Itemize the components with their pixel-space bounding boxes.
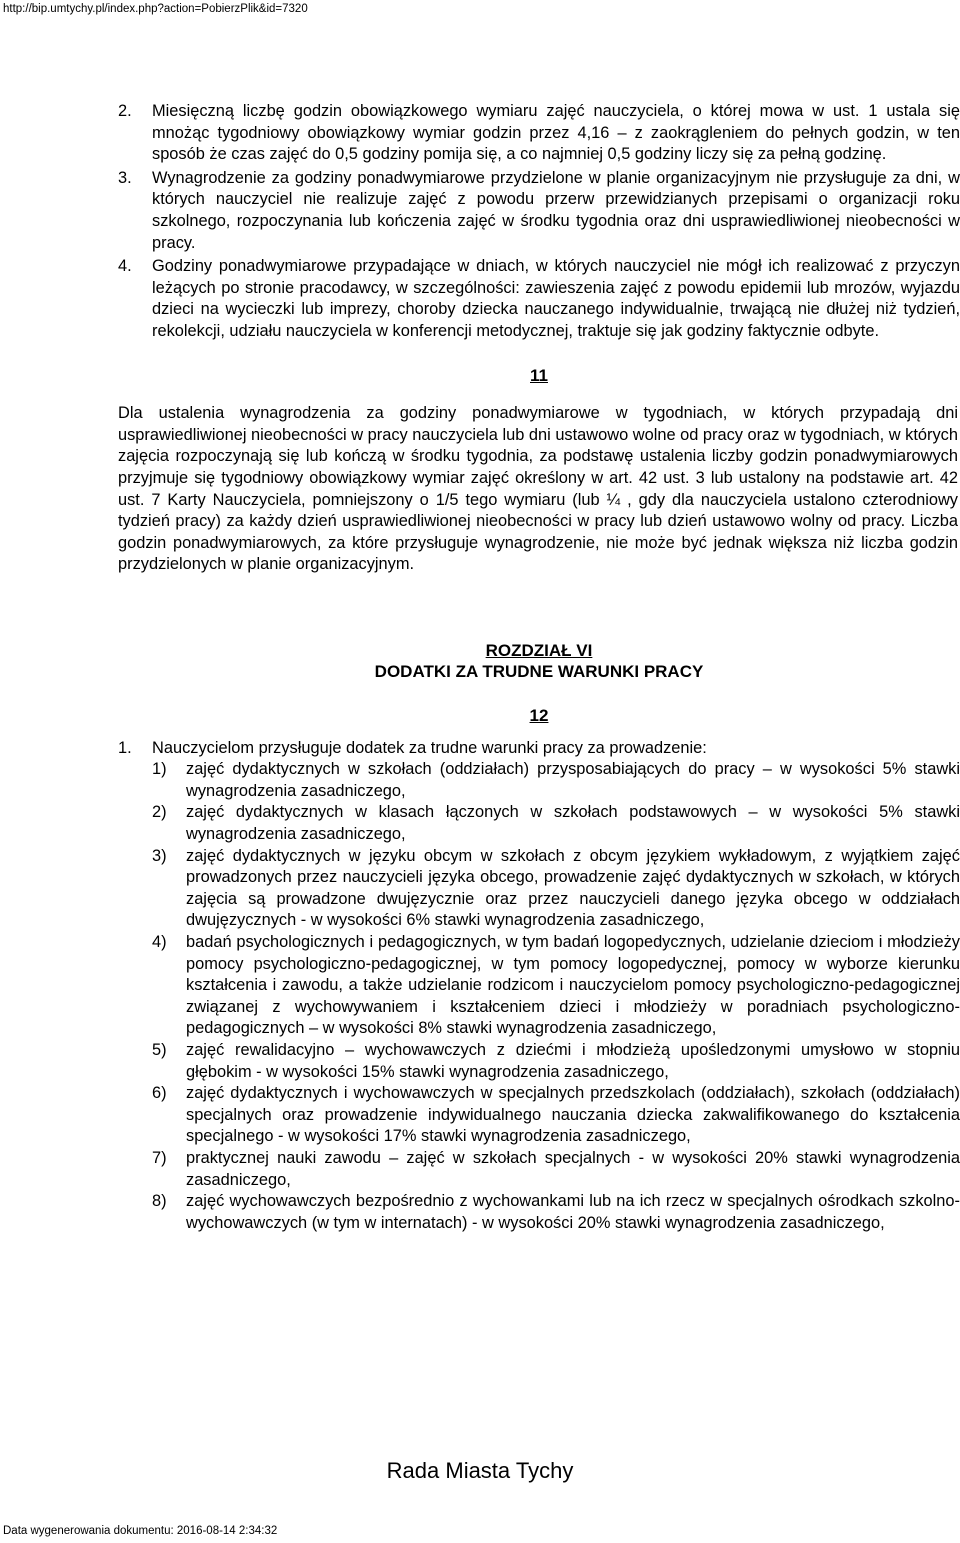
sub-list bbox=[152, 759, 960, 1234]
item-number: 2. bbox=[118, 102, 132, 120]
sub-item-number: 6) bbox=[152, 1084, 167, 1103]
list-item bbox=[118, 738, 960, 760]
sub-item-number: 8) bbox=[152, 1192, 167, 1211]
item-text: Miesięczną liczbę godzin obowiązkowego wymiaru zajęć nauczyciela, o której mowa w ust. 1 ustala się mnożąc tygodniowy obowiązkowy wymiar godzin przez 4,16 – z zaokrągleniem do pełnych godzin, w ten sposób że czas zajęć do 0,5 godziny pomija się, a co najmniej 0,5 godziny liczy się za pełną godzinę. bbox=[152, 102, 960, 164]
sub-item-text: zajęć dydaktycznych w języku obcym w szkołach z obcym językiem wykładowym, z wyjątkiem zajęć prowadzonych przez nauczycieli języka obcego, prowadzenie zajęć dydaktycznych w szkołach, w których zajęcia są prowadzone dwujęzycznie oraz przez nauczycieli danego języka obcego w oddziałach dwujęzycznych - w wysokości 6% stawki wynagrodzenia zasadniczego, bbox=[186, 846, 960, 930]
section-number-12: 12 bbox=[529, 706, 549, 726]
source-url: http://bip.umtychy.pl/index.php?action=PobierzPlik&id=7320 bbox=[3, 3, 308, 15]
sub-list-item bbox=[152, 1191, 960, 1234]
chapter-title bbox=[118, 640, 960, 683]
sub-list-item bbox=[152, 802, 960, 845]
sub-list-item bbox=[152, 1148, 960, 1191]
sub-item-number: 5) bbox=[152, 1040, 167, 1059]
chapter-number: ROZDZIAŁ VI bbox=[485, 640, 593, 660]
list-item bbox=[118, 256, 960, 342]
item-text: Godziny ponadwymiarowe przypadające w dniach, w których nauczyciel nie mógł ich realizować z przyczyn leżących po stronie pracodawcy, w szczególności: zawieszenia zajęć z powodu epidemii lub mrozów, wyjazdu dzieci na wycieczki lub imprezy, choroby dziecka nauczanego indywidualnie, trwającą nie dłużej niż tydzień, rekolekcji, udziału nauczyciela w konferencji metodycznej, traktuje się jak godziny faktycznie odbyte. bbox=[152, 257, 960, 340]
list-item bbox=[118, 168, 960, 254]
chapter-name: DODATKI ZA TRUDNE WARUNKI PRACY bbox=[374, 662, 704, 682]
sub-list-item bbox=[152, 846, 960, 932]
sub-item-number: 4) bbox=[152, 933, 167, 951]
sub-list-item bbox=[152, 932, 960, 1040]
section-number-11: 11 bbox=[530, 365, 548, 385]
section-heading bbox=[118, 365, 960, 388]
sub-item-text: zajęć dydaktycznych w szkołach (oddziałach) przysposabiających do pracy – w wysokości 5% stawki wynagrodzenia zasadniczego, bbox=[186, 760, 960, 800]
sub-item-number: 3) bbox=[152, 846, 167, 865]
list-item bbox=[118, 101, 960, 166]
sub-list-item bbox=[152, 759, 960, 802]
section-heading bbox=[118, 705, 960, 728]
signature: Rada Miasta Tychy bbox=[386, 1458, 574, 1483]
sub-item-text: zajęć dydaktycznych w klasach łączonych w szkołach podstawowych – w wysokości 5% stawki wynagrodzenia zasadniczego, bbox=[186, 803, 960, 844]
document-body bbox=[118, 101, 960, 1234]
item-text: Wynagrodzenie za godziny ponadwymiarowe przydzielone w planie organizacyjnym nie przysługuje za dni, w których nauczyciel nie realizuje zajęć z powodu przerw przewidzianych przepisami o organizacji roku szkolnego, rozpoczynania lub kończenia zajęć w środku tygodnia oraz dni usprawiedliwionej nieobecności w pracy. bbox=[152, 168, 960, 252]
sub-item-number: 7) bbox=[152, 1148, 167, 1167]
item-text: Nauczycielom przysługuje dodatek za trudne warunki pracy za prowadzenie: bbox=[152, 738, 707, 757]
sub-item-text: zajęć rewalidacyjno – wychowawczych z dziećmi i młodzieżą upośledzonymi umysłowo w stopniu głębokim - w wysokości 15% stawki wynagrodzenia zasadniczego, bbox=[186, 1040, 960, 1081]
section-11-paragraph: Dla ustalenia wynagrodzenia za godziny ponadwymiarowe w tygodniach, w których przypadają dni usprawiedliwionej nieobecności w pracy nauczyciela lub dni ustawowo wolne od pracy oraz w tygodniach, w których zajęcia rozpoczynają się lub kończą w środku tygodnia, za podstawę ustalenia liczby godzin ponadwymiarowych przyjmuje się tygodniowy obowiązkowy wymiar zajęć określony w art. 42 ust. 3 lub ustalony na podstawie art. 42 ust. 7 Karty Nauczyciela, pomniejszony o 1/5 tego wymiaru (lub ¼ , gdy dla nauczyciela ustalono czterodniowy tydzień pracy) za każdy dzień usprawiedliwionej nieobecności w pracy lub dzień ustawowo wolny od pracy. Liczba godzin ponadwymiarowych, za które przysługuje wynagrodzenie, nie może być jednak większa niż liczba godzin przydzielonych w planie organizacyjnym. bbox=[118, 404, 958, 574]
sub-item-text: zajęć dydaktycznych i wychowawczych w specjalnych przedszkolach (oddziałach), szkołach (oddziałach) specjalnych oraz prowadzenie indywidualnego nauczania dziecka zakwalifikowanego do kształcenia specjalnego - w wysokości 17% stawki wynagrodzenia zasadniczego, bbox=[186, 1084, 960, 1146]
sub-list-item bbox=[152, 1083, 960, 1148]
sub-item-number: 2) bbox=[152, 803, 167, 822]
item-number: 3. bbox=[118, 168, 132, 187]
item-number: 1. bbox=[118, 738, 132, 757]
item-number: 4. bbox=[118, 257, 132, 276]
sub-item-text: praktycznej nauki zawodu – zajęć w szkołach specjalnych - w wysokości 20% stawki wynagrodzenia zasadniczego, bbox=[186, 1148, 960, 1189]
generation-date: Data wygenerowania dokumentu: 2016-08-14 2:34:32 bbox=[3, 1525, 278, 1537]
sub-item-number: 1) bbox=[152, 760, 167, 779]
sub-item-text: zajęć wychowawczych bezpośrednio z wychowankami lub na ich rzecz w specjalnych ośrodkach szkolno-wychowawczych (w tym w internatach) - w wysokości 20% stawki wynagrodzenia zasadniczego, bbox=[186, 1192, 960, 1232]
sub-list-item bbox=[152, 1040, 960, 1083]
sub-item-text: badań psychologicznych i pedagogicznych, w tym badań logopedycznych, udzielanie dzieciom i młodzieży pomocy psychologiczno-pedagogicznej, w tym pomocy logopedycznej, pomocy w wyborze kierunku kształcenia i zawodu, a także udzielanie rodzicom i nauczycielom pomocy psychologiczno-pedagogicznej związanej z wychowywaniem i kształceniem dzieci i młodzieży w poradniach psychologiczno-pedagogicznych – w wysokości 8% stawki wynagrodzenia zasadniczego, bbox=[186, 933, 960, 1038]
